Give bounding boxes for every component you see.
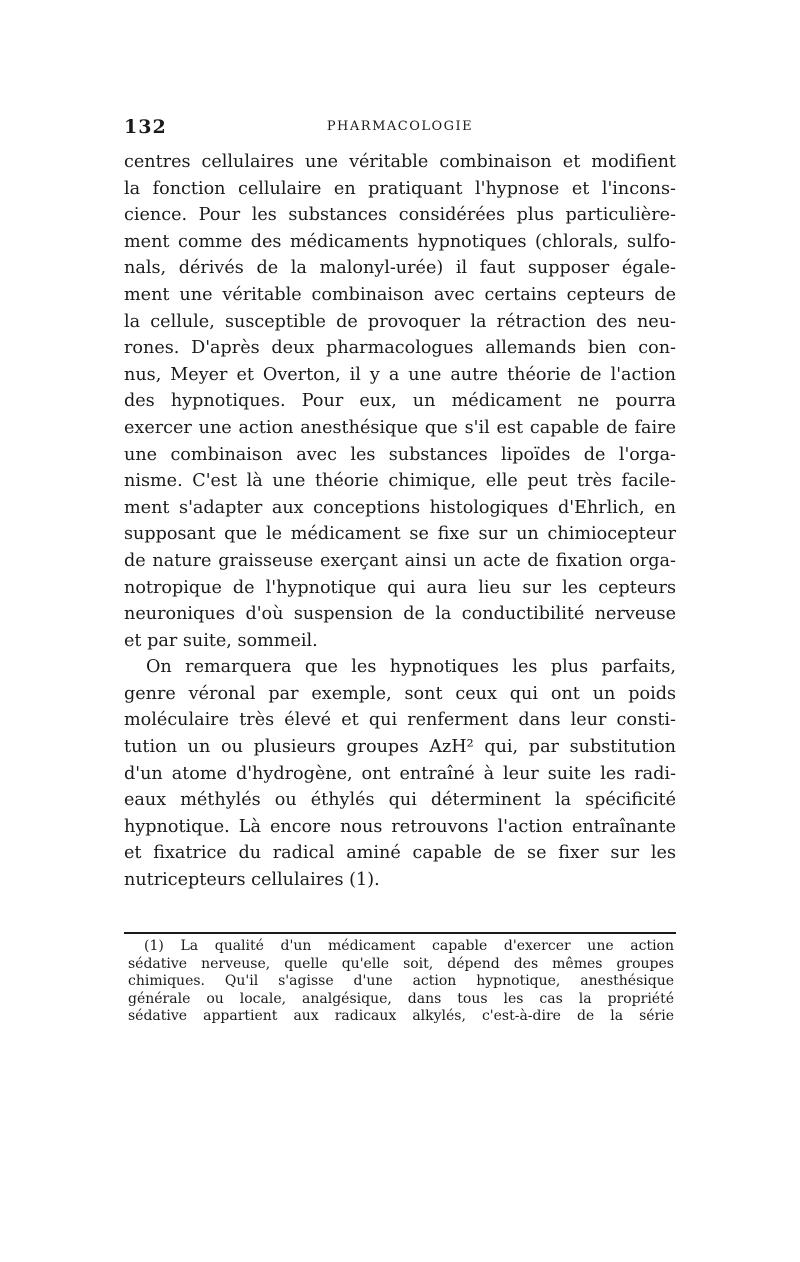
footnote-line: générale ou locale, analgésique, dans tous les cas la propriété: [128, 990, 674, 1007]
text-line: la cellule, susceptible de provoquer la rétraction des neu-: [124, 311, 676, 332]
text-line: la fonction cellulaire en pratiquant l'hypnose et l'incons-: [124, 178, 676, 199]
text-line: nisme. C'est là une théorie chimique, elle peut très facile-: [124, 471, 676, 492]
text-line: de nature graisseuse exerçant ainsi un acte de fixation orga-: [124, 550, 676, 571]
running-head: [124, 116, 676, 140]
footnote-line: sédative nerveuse, quelle qu'elle soit, dépend des mêmes groupes: [128, 955, 674, 972]
footnote-line: sédative appartient aux radicaux alkylés, c'est-à-dire de la série: [128, 1008, 674, 1025]
paragraph-end-line: nutricepteurs cellulaires (1).: [124, 870, 380, 891]
paragraph-start-line: On remarquera que les hypnotiques les plus parfaits,: [146, 657, 676, 678]
running-title: PHARMACOLOGIE: [326, 119, 474, 134]
text-line: supposant que le médicament se fixe sur un chimiocepteur: [124, 524, 676, 545]
text-line: nals, dérivés de la malonyl-urée) il faut supposer égale-: [124, 258, 676, 279]
page-number: 132: [124, 116, 167, 138]
text-line: centres cellulaires une véritable combinaison et modifient: [124, 152, 676, 172]
text-line: notropique de l'hypnotique qui aura lieu sur les cepteurs: [124, 577, 676, 598]
text-line: des hypnotiques. Pour eux, un médicament ne pourra: [124, 391, 676, 412]
footnote-line: (1) La qualité d'un médicament capable d'exercer une action: [144, 938, 674, 954]
text-line: ment une véritable combinaison avec certains cepteurs de: [124, 284, 676, 305]
footnote-line: chimiques. Qu'il s'agisse d'une action hypnotique, anesthésique: [128, 973, 674, 990]
text-line: genre véronal par exemple, sont ceux qui ont un poids: [124, 683, 676, 704]
text-line: exercer une action anesthésique que s'il est capable de faire: [124, 417, 676, 438]
text-line: ment comme des médicaments hypnotiques (chlorals, sulfo-: [124, 231, 676, 252]
text-line: une combinaison avec les substances lipoïdes de l'orga-: [124, 444, 676, 465]
body-text: [124, 149, 676, 894]
footnote-rule: [124, 932, 676, 934]
paragraph-end-line: et par suite, sommeil.: [124, 630, 318, 651]
text-line: cience. Pour les substances considérées plus particulière-: [124, 205, 676, 226]
text-line: rones. D'après deux pharmacologues allemands bien con-: [124, 338, 676, 359]
footnote: [128, 938, 674, 1026]
text-line: d'un atome d'hydrogène, ont entraîné à leur suite les radi-: [124, 763, 676, 784]
text-line: ment s'adapter aux conceptions histologiques d'Ehrlich, en: [124, 497, 676, 518]
text-line: neuroniques d'où suspension de la conductibilité nerveuse: [124, 604, 676, 625]
text-line: moléculaire très élevé et qui renferment dans leur consti-: [124, 710, 676, 731]
text-line: eaux méthylés ou éthylés qui déterminent la spécificité: [124, 790, 676, 811]
text-line: nus, Meyer et Overton, il y a une autre théorie de l'action: [124, 364, 676, 385]
text-line: hypnotique. Là encore nous retrouvons l'action entraînante: [124, 816, 676, 837]
text-line: tution un ou plusieurs groupes AzH² qui, par substitution: [124, 737, 676, 758]
text-line: et fixatrice du radical aminé capable de se fixer sur les: [124, 843, 676, 864]
